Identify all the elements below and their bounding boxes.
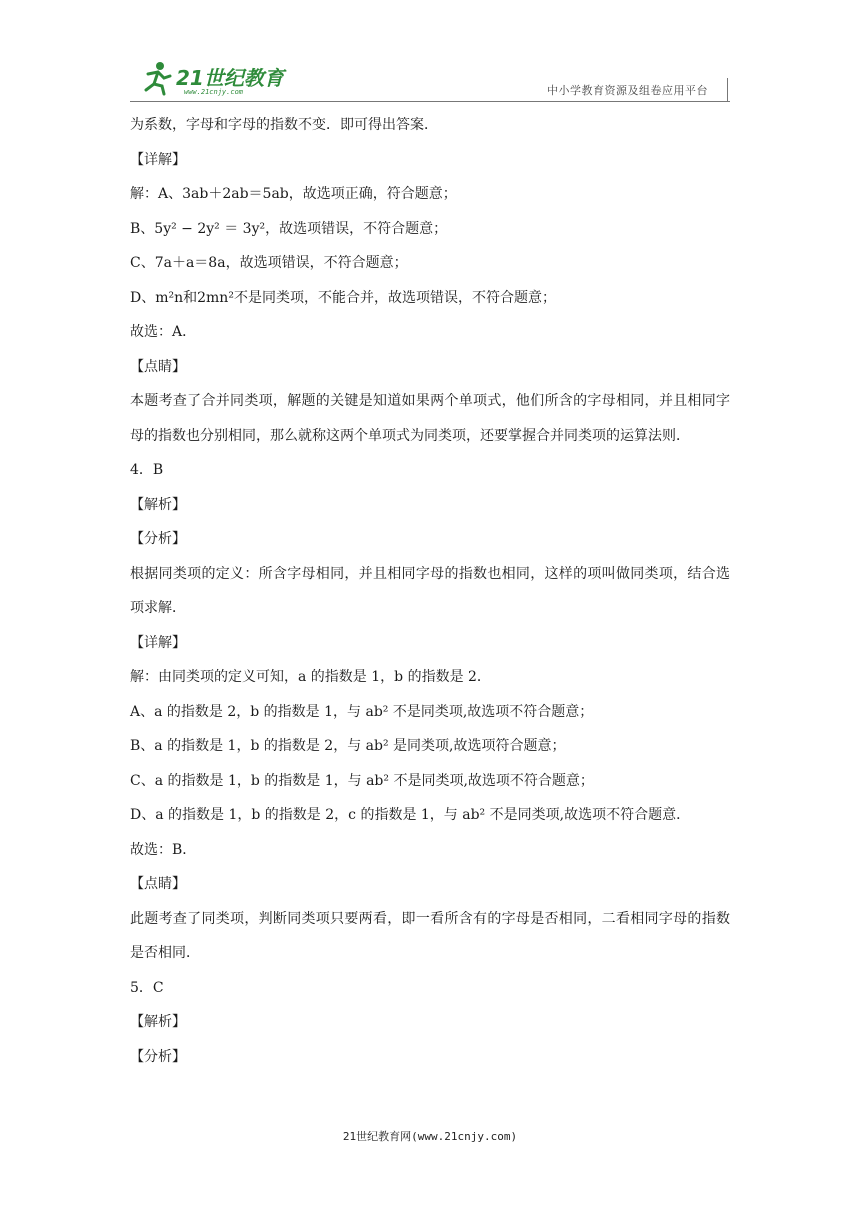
page-footer: 21世纪教育网(www.21cnjy.com) bbox=[342, 1130, 518, 1143]
section-heading: 【分析】 bbox=[130, 531, 186, 547]
text-line: 解：由同类项的定义可知，a 的指数是 1，b 的指数是 2． bbox=[130, 669, 491, 685]
text-line: 解：A、3ab＋2ab＝5ab，故选项正确，符合题意； bbox=[130, 186, 457, 202]
section-heading: 【解析】 bbox=[130, 1014, 186, 1030]
header-divider-tick bbox=[727, 78, 728, 101]
text-line: A、a 的指数是 2，b 的指数是 1，与 ab² 不是同类项,故选项不符合题意； bbox=[130, 703, 594, 720]
text-line: D、m²n和2mn²不是同类项，不能合并，故选项错误，不符合题意； bbox=[130, 289, 556, 306]
text-line: D、a 的指数是 1，b 的指数是 2，c 的指数是 1，与 ab² 不是同类项,故选项不符合题意． bbox=[130, 807, 691, 823]
logo-url: www.21cnjy.com bbox=[184, 88, 244, 96]
text-line: C、a 的指数是 1，b 的指数是 1，与 ab² 不是同类项,故选项不符合题意； bbox=[130, 772, 594, 789]
answer-number: 4．B bbox=[130, 462, 164, 478]
paragraph: 此题考查了同类项，判断同类项只要两看，即一看所含有的字母是否相同，二看相同字母的指数是否相同． bbox=[130, 910, 730, 961]
text-line: B、5y² − 2y² ＝ 3y²，故选项错误，不符合题意； bbox=[130, 220, 448, 237]
text-line: B、a 的指数是 1，b 的指数是 2，与 ab² 是同类项,故选项符合题意； bbox=[130, 738, 566, 754]
header-rule bbox=[130, 101, 730, 102]
section-heading: 【分析】 bbox=[130, 1048, 186, 1065]
page-header bbox=[130, 56, 730, 102]
logo-text: 21世纪教育 bbox=[176, 66, 284, 90]
runner-icon bbox=[140, 60, 176, 96]
paragraph: 根据同类项的定义：所含字母相同，并且相同字母的指数也相同，这样的项叫做同类项，结合选项求解． bbox=[130, 565, 730, 616]
header-platform-text: 中小学教育资源及组卷应用平台 bbox=[547, 84, 708, 97]
text-line: 故选：B． bbox=[130, 841, 197, 858]
text-line: C、7a＋a＝8a，故选项错误，不符合题意； bbox=[130, 255, 408, 271]
paragraph: 本题考查了合并同类项，解题的关键是知道如果两个单项式，他们所含的字母相同，并且相同字母的指数也分别相同，那么就称这两个单项式为同类项，还要掌握合并同类项的运算法则． bbox=[130, 393, 730, 444]
text-line: 为系数，字母和字母的指数不变．即可得出答案． bbox=[130, 117, 438, 133]
answer-number: 5．C bbox=[130, 979, 164, 996]
text-line: 故选：A． bbox=[130, 324, 197, 340]
section-heading: 【点睛】 bbox=[130, 876, 186, 892]
document-body bbox=[130, 108, 730, 1074]
section-heading: 【详解】 bbox=[130, 151, 186, 168]
section-heading: 【详解】 bbox=[130, 634, 186, 651]
section-heading: 【解析】 bbox=[130, 496, 186, 513]
site-logo bbox=[140, 60, 340, 102]
section-heading: 【点睛】 bbox=[130, 358, 186, 375]
